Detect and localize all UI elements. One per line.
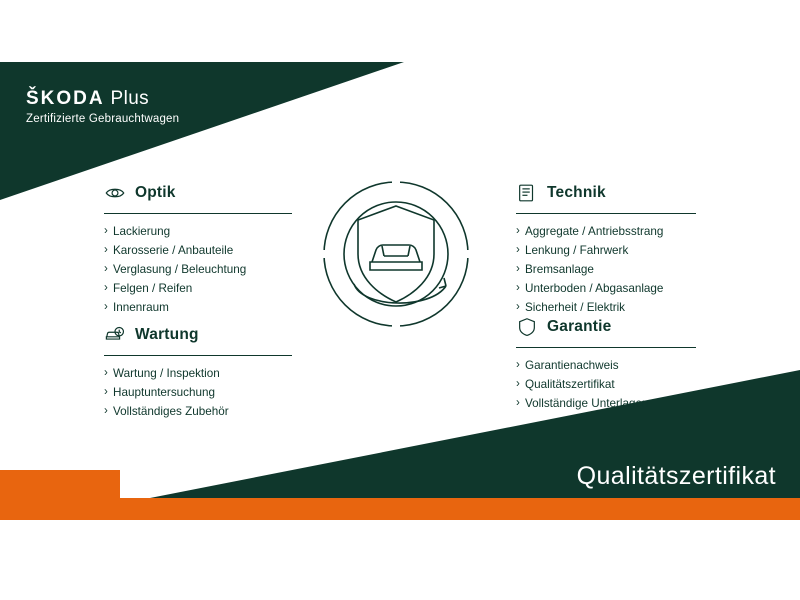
section-wartung-list [104,364,304,421]
section-garantie-title: Garantie [547,318,612,335]
list-item: › Unterboden / Abgasanlage [516,279,716,298]
section-garantie-divider [516,347,696,348]
footer-title: Qualitätszertifikat [576,462,776,490]
orange-bar-full [0,498,800,520]
car-shield-circle-emblem [296,158,496,408]
section-optik-divider [104,213,292,214]
section-optik [104,180,304,317]
brand-name-bold: ŠKODA [26,88,105,109]
list-item: › Felgen / Reifen [104,279,304,298]
section-technik-list [516,222,716,317]
section-technik [516,180,716,317]
section-optik-header [104,180,304,206]
section-garantie-list [516,356,716,413]
brand-name-light: Plus [110,88,150,109]
list-item: › Verglasung / Beleuchtung [104,260,304,279]
orange-bar-left [0,470,120,498]
section-wartung-divider [104,355,292,356]
section-garantie [516,314,716,413]
section-technik-divider [516,213,696,214]
list-item: › Sicherheit / Elektrik [516,298,716,317]
list-item: › Lackierung [104,222,304,241]
section-wartung-title: Wartung [135,326,199,343]
list-item: › Bremsanlage [516,260,716,279]
brand-block [26,88,179,125]
section-wartung [104,322,304,421]
service-clock-icon [104,324,126,346]
brand-tagline: Zertifizierte Gebrauchtwagen [26,113,180,125]
list-item: › Garantienachweis [516,356,716,375]
engine-list-icon [516,182,538,204]
brand-name [26,88,179,110]
section-technik-title: Technik [547,184,606,201]
list-item: › Vollständiges Zubehör [104,402,304,421]
list-item: › Innenraum [104,298,304,317]
section-optik-title: Optik [135,184,176,201]
list-item: › Qualitätszertifikat [516,375,716,394]
section-technik-header [516,180,716,206]
shield-icon [516,316,538,338]
section-garantie-header [516,314,716,340]
list-item: › Karosserie / Anbauteile [104,241,304,260]
list-item: › Hauptuntersuchung [104,383,304,402]
list-item: › Wartung / Inspektion [104,364,304,383]
section-optik-list [104,222,304,317]
list-item: › Aggregate / Antriebsstrang [516,222,716,241]
list-item: › Lenkung / Fahrwerk [516,241,716,260]
eye-icon [104,182,126,204]
section-wartung-header [104,322,304,348]
list-item: › Vollständige Unterlagen [516,394,716,413]
